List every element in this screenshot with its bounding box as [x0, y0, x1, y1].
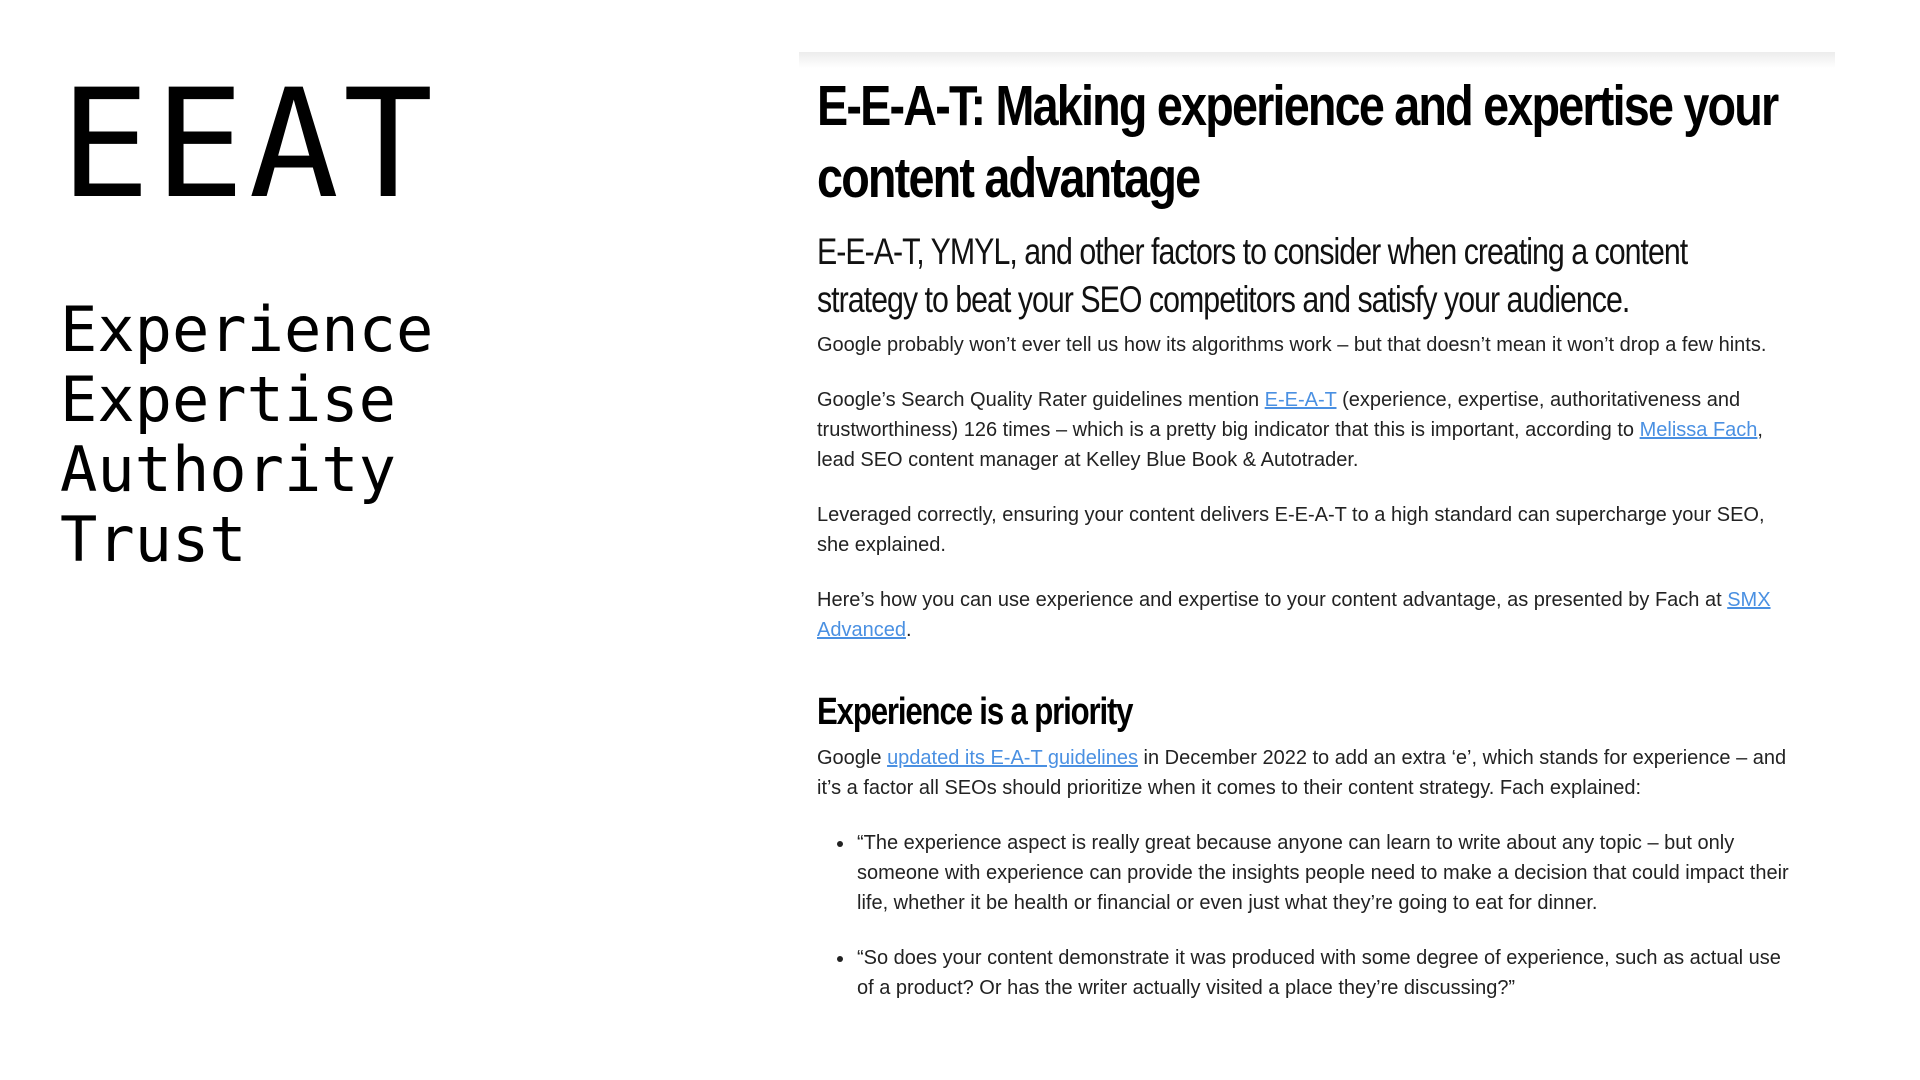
slide-title: EEAT — [60, 58, 438, 232]
quote-list — [817, 828, 1793, 1003]
quote-item: • “So does your content demonstrate it was produced with some degree of experience, such as actual use of a product? Or has the writer actually visited a place they’re discussing?” — [855, 943, 1793, 1003]
quote-item: • “The experience aspect is really great because anyone can learn to write about any topic – but only someone with experience can provide the insights people need to make a decision that could impact their life, whether it be health or financial or even just what they’re going to eat for dinner. — [855, 828, 1793, 918]
paragraph-update — [817, 743, 1793, 803]
paragraph-text: . — [905, 619, 912, 641]
article-screenshot — [799, 52, 1835, 1020]
paragraph-text: Here’s how you can use experience and expertise to your content advantage, as presented by Fach at — [817, 589, 1728, 611]
paragraph-text: in December 2022 to add an extra ‘e’, which stands for experience – and it’s a factor all SEOs should prioritize when it comes to their content strategy. Fach explained: — [817, 747, 1787, 799]
eeat-list — [60, 295, 433, 575]
paragraph-guidelines — [817, 385, 1793, 475]
eeat-item-expertise: Expertise — [60, 363, 396, 436]
paragraph-text: (experience, expertise, authoritativeness and trustworthiness) 126 times – which is a pretty big indicator that this is important, according to — [817, 389, 1741, 441]
melissa-fach-link[interactable]: Melissa Fach — [1639, 419, 1758, 441]
eeat-item-experience: Experience — [60, 293, 434, 366]
eeat-link[interactable]: E-E-A-T — [1264, 389, 1337, 411]
paragraph-text: Google’s Search Quality Rater guidelines mention — [817, 389, 1265, 411]
paragraph-presented — [817, 585, 1793, 645]
eeat-item-authority: Authority — [60, 433, 396, 506]
paragraph-text: Google — [817, 747, 888, 769]
article-subhead: E-E-A-T, YMYL, and other factors to consider when creating a content strategy to beat your SEO competitors and satisfy your audience. — [817, 231, 1688, 320]
section-heading: Experience is a priority — [817, 691, 1133, 733]
updated-guidelines-link[interactable]: updated its E-A-T guidelines — [887, 747, 1138, 769]
paragraph-leveraged: Leveraged correctly, ensuring your content delivers E-E-A-T to a high standard can supercharge your SEO, she explained. — [817, 504, 1765, 556]
paragraph-text: , lead SEO content manager at Kelley Blue Book & Autotrader. — [817, 419, 1763, 471]
smx-advanced-link[interactable]: SMX Advanced — [817, 589, 1771, 641]
paragraph-intro: Google probably won’t ever tell us how its algorithms work – but that doesn’t mean it won’t drop a few hints. — [817, 334, 1767, 356]
article-headline: E-E-A-T: Making experience and expertise your content advantage — [817, 74, 1778, 210]
eeat-item-trust: Trust — [60, 503, 247, 576]
